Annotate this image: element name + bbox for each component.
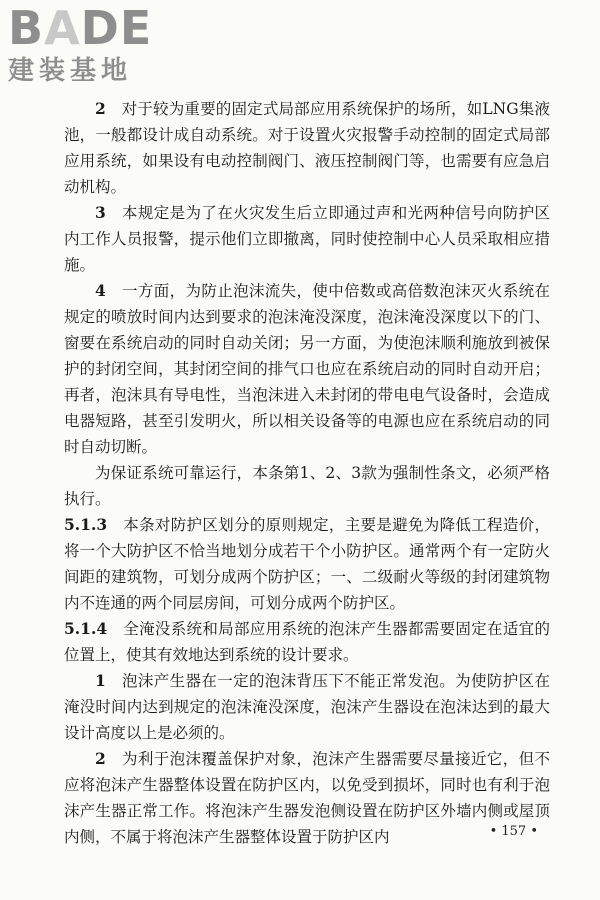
paragraph-item-4: 4 一方面，为防止泡沫流失，使中倍数或高倍数泡沫灭火系统在规定的喷放时间内达到要求的泡沫淹没深度，泡沫淹没深度以下的门、窗要在系统启动的同时自动关闭；另一方面，为使泡沫顺利施放到被保护的封闭空间，其封闭空间的排气口也应在系统启动的同时自动开启；再者，泡沫具有导电性，当泡沫进入未封闭的带电电气设备时，会造成电器短路，甚至引发明火，所以相关设备等的电源也应在系统启动的同时自动切断。 xyxy=(64,281,550,456)
bade-logo xyxy=(8,1,178,88)
logo-wordmark: BADE xyxy=(8,1,153,55)
paragraph-item-2b: 2 为利于泡沫覆盖保护对象，泡沫产生器需要尽量接近它，但不应将泡沫产生器整体设置在防护区内，以免受到损坏，同时也有利于泡沫产生器正常工作。将泡沫产生器发泡侧设置在防护区外墙内侧或屋顶内侧，不属于将泡沫产生器整体设置于防护区内 xyxy=(64,749,550,846)
paragraph-item-3: 3 本规定是为了在火灾发生后立即通过声和光两种信号向防护区内工作人员报警，提示他们立即撤离，同时使控制中心人员采取相应措施。 xyxy=(64,203,550,274)
section-5-1-3: 5.1.3 本条对防护区划分的原则规定，主要是避免为降低工程造价，将一个大防护区不恰当地划分成若干个小防护区。通常两个有一定防火间距的建筑物，可划分成两个防护区；一、二级耐火等级的封闭建筑物内不连通的两个同层房间，可划分成两个防护区。 xyxy=(64,515,550,612)
page-number: • 157 • xyxy=(489,824,538,839)
paragraph-item-1: 1 泡沫产生器在一定的泡沫背压下不能正常发泡。为使防护区在淹没时间内达到规定的泡沫淹没深度，泡沫产生器设在泡沫达到的最大设计高度以上是必须的。 xyxy=(64,671,550,742)
document-body xyxy=(64,96,550,850)
paragraph-mandatory-note: 为保证系统可靠运行，本条第1、2、3款为强制性条文，必须严格执行。 xyxy=(64,464,550,508)
paragraph-item-2: 2 对于较为重要的固定式局部应用系统保护的场所，如LNG集液池，一般都设计成自动系统。对于设置火灾报警手动控制的固定式局部应用系统，如果设有电动控制阀门、液压控制阀门等，也需要有应急启动机构。 xyxy=(64,99,550,196)
logo-subtitle: 建装基地 xyxy=(8,56,133,86)
section-5-1-4: 5.1.4 全淹没系统和局部应用系统的泡沫产生器都需要固定在适宜的位置上，使其有效地达到系统的设计要求。 xyxy=(64,619,550,664)
